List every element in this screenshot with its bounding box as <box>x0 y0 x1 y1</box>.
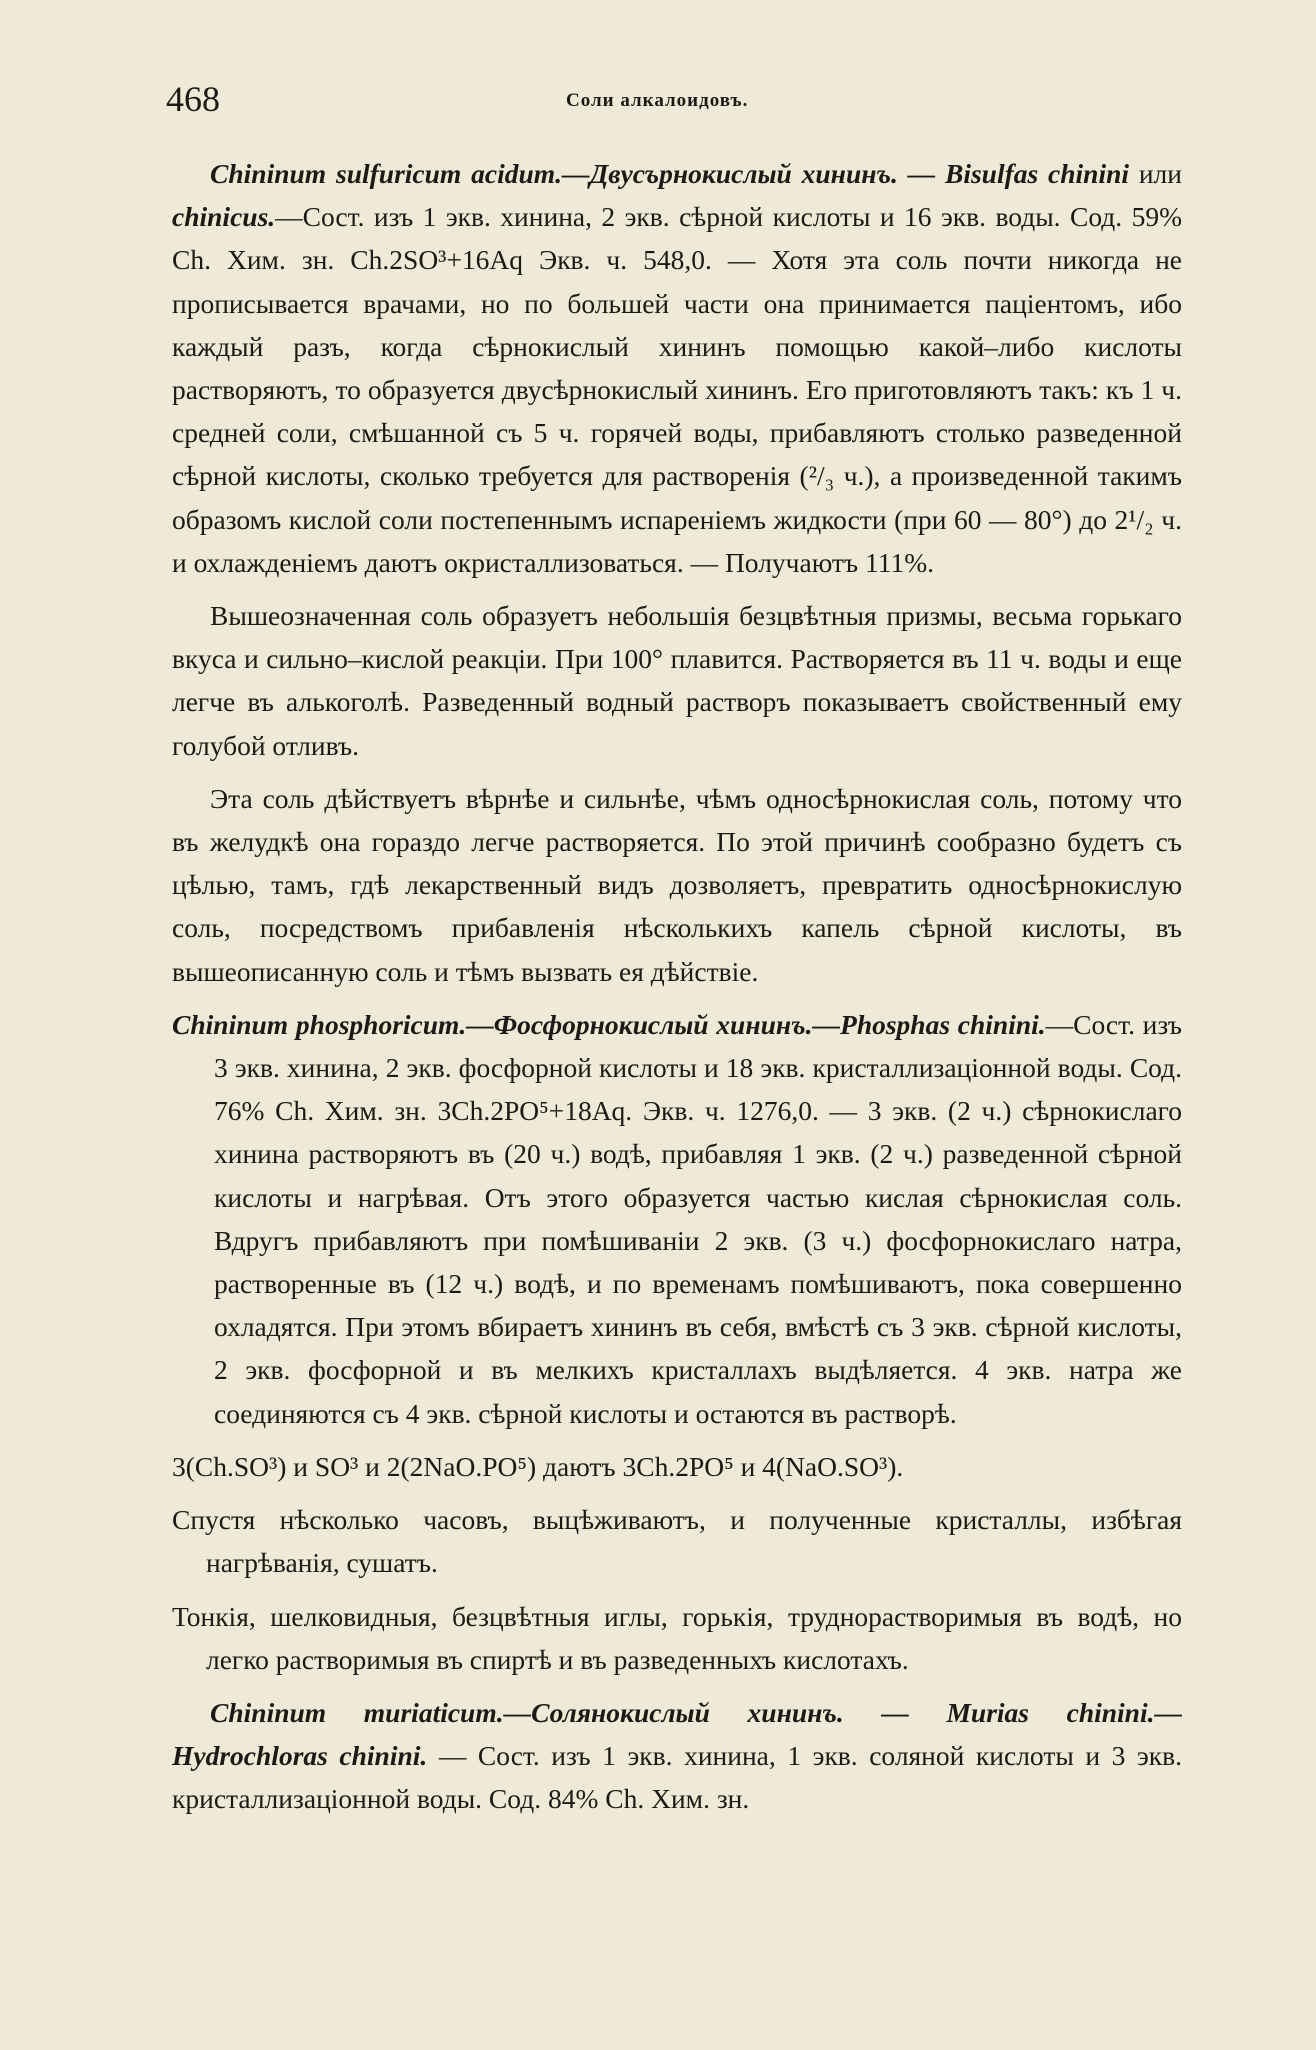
heading-term: Chininum phosphoricum.—Фосфорнокислый хининъ.—Phosphas chinini. <box>172 1008 1046 1040</box>
text-run: Спустя нѣсколько часовъ, выцѣживаютъ, и полученные кристаллы, избѣгая нагрѣванія, сушатъ. <box>172 1504 1182 1579</box>
page-number: 468 <box>166 79 220 119</box>
properties-paragraph <box>172 594 1182 767</box>
chininum-sulfuricum-acidum <box>172 152 1182 584</box>
heading-term: chinicus. <box>172 201 276 233</box>
text-run: или <box>1129 158 1182 189</box>
text-run: —Сост. изъ 3 экв. хинина, 2 экв. фосфорной кислоты и 18 экв. кристаллизаціонной воды. Сод. 76% Ch. Хим. зн. 3Ch.2PO⁵+18Aq. Экв. ч. 1276,0. — 3 экв. (2 ч.) сѣрнокислаго хинина растворяютъ въ (20 ч.) водѣ, прибавляя 1 экв. (2 ч.) разведенной сѣрной кислоты и нагрѣвая. Отъ этого образуется частью кислая сѣрнокислая соль. Вдругъ прибавляютъ при помѣшиваніи 2 экв. (3 ч.) фосфорнокислаго натра, растворенные въ (12 ч.) водѣ, и по временамъ помѣшиваютъ, пока совершенно охладятся. При этомъ вбираетъ хининъ въ себя, вмѣстѣ съ 3 экв. сѣрной кислоты, 2 экв. фосфорной и въ мелкихъ кристаллахъ выдѣляется. 4 экв. натра же соединяются съ 4 экв. сѣрной кислоты и остаются въ растворѣ. <box>214 1008 1183 1429</box>
heading-term: Chininum muriaticum.—Солянокислый хининъ. — Murias chinini.—Hydrochloras chinini. <box>172 1696 1182 1772</box>
body-text <box>172 152 1182 1831</box>
crystallization-paragraph <box>172 1498 1182 1584</box>
chininum-muriaticum <box>172 1691 1182 1821</box>
text-run: 3(Ch.SO³) и SO³ и 2(2NaO.PO⁵) даютъ 3Ch.2PO⁵ и 4(NaO.SO³). <box>172 1450 904 1482</box>
heading-term: Chininum sulfuricum acidum.—Двусърнокислый хининъ. — Bisulfas chinini <box>210 158 1130 189</box>
text-run: Тонкія, шелковидныя, безцвѣтныя иглы, горькія, труднорастворимыя въ водѣ, но легко растворимыя въ спиртѣ и въ разведенныхъ кислотахъ. <box>172 1600 1182 1675</box>
page-header <box>166 78 1166 128</box>
running-title: Соли алкалоидовъ. <box>566 90 749 111</box>
chininum-phosphoricum <box>172 1003 1182 1435</box>
reaction-formula <box>172 1445 1182 1488</box>
text-run: — Сост. изъ 1 экв. хинина, 1 экв. соляной кислоты и 3 экв. кристаллизаціонной воды. Сод. 84% Ch. Хим. зн. <box>172 1740 1182 1815</box>
text-run: Вышеозначенная соль образуетъ небольшія безцвѣтныя призмы, весьма горькаго вкуса и сильно–кислой реакціи. При 100° плавится. Растворяется въ 11 ч. воды и еще легче въ алькоголѣ. Разведенный водный растворъ показываетъ свойственный ему голубой отливъ. <box>172 600 1182 761</box>
text-run: —Сост. изъ 1 экв. хинина, 2 экв. сѣрной кислоты и 16 экв. воды. Сод. 59% Ch. Хим. зн. Ch.2SO³+16Aq Экв. ч. 548,0. — Хотя эта соль почти никогда не прописывается врачами, но по большей части она принимается паціентомъ, ибо каждый разъ, когда сѣрнокислый хининъ помощью какой–либо кислоты растворяютъ, то образуется двусѣрнокислый хининъ. Его приготовляютъ такъ: къ 1 ч. средней соли, смѣшанной съ 5 ч. горячей воды, прибавляютъ столько разведенной сѣрной кислоты, сколько требуется для растворенія (²/₃ ч.), а произведенной такимъ образомъ кислой соли постепеннымъ испареніемъ жидкости (при 60 — 80°) до 2¹/₂ ч. и охлажденіемъ даютъ окристаллизоваться. — Получаютъ 111%. <box>172 201 1182 578</box>
needles-paragraph <box>172 1595 1182 1681</box>
text-run: Эта соль дѣйствуетъ вѣрнѣе и сильнѣе, чѣмъ односѣрнокислая соль, потому что въ желудкѣ она гораздо легче растворяется. По этой причинѣ сообразно будетъ съ цѣлью, тамъ, гдѣ лекарственный видъ дозволяетъ, превратить односѣрнокислую соль, посредствомъ прибавленія нѣсколькихъ капель сѣрной кислоты, въ вышеописанную соль и тѣмъ вызвать ея дѣйствіе. <box>172 782 1182 987</box>
action-paragraph <box>172 777 1182 993</box>
